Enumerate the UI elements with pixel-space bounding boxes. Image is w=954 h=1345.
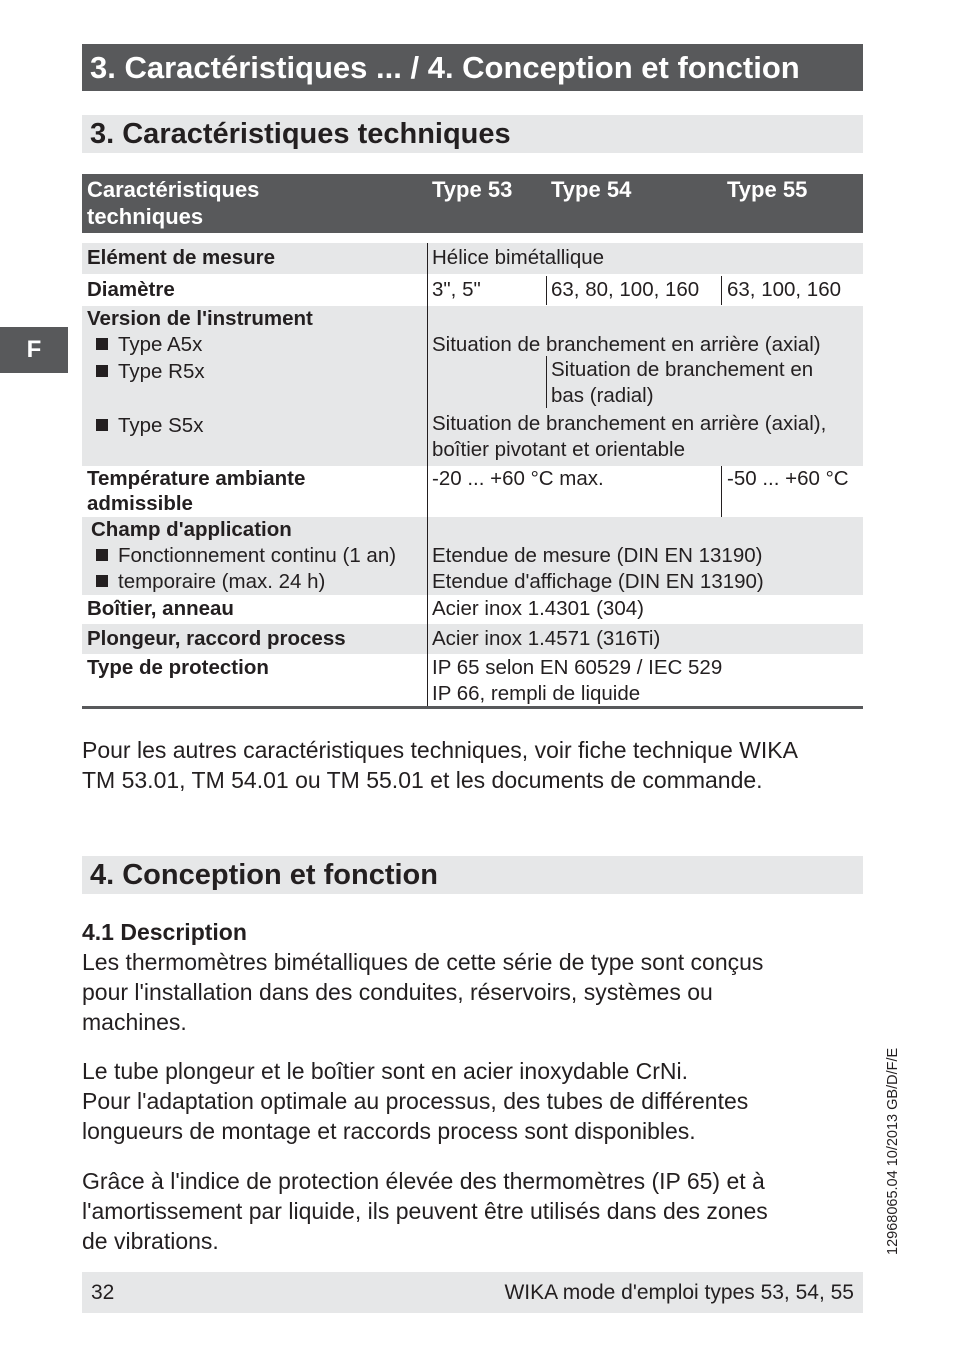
column-divider: [546, 356, 547, 408]
protection-value-line2: IP 66, rempli de liquide: [432, 682, 641, 705]
section-3-heading: 3. Caractéristiques techniques: [82, 115, 863, 153]
a5x-value: Situation de branchement en arrière (axial): [432, 333, 821, 356]
table-row: [82, 243, 863, 274]
temporary-label: temporaire (max. 24 h): [118, 570, 326, 593]
row-label: Boîtier, anneau: [87, 597, 234, 620]
s5x-value-line1: Situation de branchement en arrière (axial),: [432, 412, 827, 435]
row-label: Version de l'instrument: [87, 307, 313, 330]
row-value: Acier inox 1.4301 (304): [432, 597, 644, 620]
table-row: [82, 306, 863, 466]
description-paragraph-2: [82, 1056, 872, 1146]
row-label: Type de protection: [87, 656, 269, 679]
list-item: [96, 543, 396, 569]
text-line: de vibrations.: [82, 1228, 219, 1254]
square-bullet-icon: [96, 365, 108, 377]
diameter-type-53: 3", 5": [432, 278, 481, 301]
text-line: longueurs de montage et raccords process sont disponibles.: [82, 1118, 696, 1144]
list-item: [96, 569, 325, 595]
column-divider: [721, 276, 722, 305]
table-row: [82, 466, 863, 517]
row-value: Acier inox 1.4571 (316Ti): [432, 627, 661, 650]
r5x-value-line2: bas (radial): [551, 384, 654, 407]
table-row: [82, 624, 863, 654]
type-a5x-label: Type A5x: [118, 333, 203, 356]
row-label-line1: Température ambiante: [87, 467, 306, 490]
row-label-line2: admissible: [87, 492, 193, 515]
type-s5x-label: Type S5x: [118, 414, 204, 437]
column-divider: [546, 276, 547, 305]
text-line: Le tube plongeur et le boîtier sont en acier inoxydable CrNi.: [82, 1058, 689, 1084]
text-line: machines.: [82, 1009, 187, 1035]
text-line: Les thermomètres bimétalliques de cette série de type sont conçus: [82, 949, 764, 975]
page-number: 32: [91, 1281, 115, 1304]
square-bullet-icon: [96, 549, 108, 561]
note-line: TM 53.01, TM 54.01 ou TM 55.01 et les documents de commande.: [82, 767, 763, 793]
table-row: [82, 274, 863, 306]
diameter-type-54: 63, 80, 100, 160: [551, 278, 700, 301]
s5x-value-line2: boîtier pivotant et orientable: [432, 438, 685, 461]
diameter-type-55: 63, 100, 160: [727, 278, 841, 301]
description-paragraph-1: [82, 947, 872, 1037]
text-line: l'amortissement par liquide, ils peuvent être utilisés dans des zones: [82, 1198, 768, 1224]
footer-title: WIKA mode d'emploi types 53, 54, 55: [504, 1281, 854, 1304]
text-line: Grâce à l'indice de protection élevée des thermomètres (IP 65) et à: [82, 1168, 765, 1194]
row-label: Plongeur, raccord process: [87, 627, 346, 650]
protection-value-line1: IP 65 selon EN 60529 / IEC 529: [432, 656, 723, 679]
text-line: pour l'installation dans des conduites, réservoirs, systèmes ou: [82, 979, 713, 1005]
document-code: 12968065.04 10/2013 GB/D/F/E: [885, 1047, 901, 1255]
row-label: Elément de mesure: [87, 246, 275, 269]
section-4-heading: 4. Conception et fonction: [82, 856, 863, 894]
header-type-54: Type 54: [551, 177, 632, 202]
type-r5x-label: Type R5x: [118, 360, 205, 383]
header-type-53: Type 53: [432, 177, 513, 202]
temperature-type-55: -50 ... +60 °C: [727, 467, 849, 490]
row-value: Hélice bimétallique: [432, 246, 605, 269]
table-row: [82, 654, 863, 706]
continuous-label: Fonctionnement continu (1 an): [118, 544, 397, 567]
column-divider: [427, 243, 428, 706]
header-characteristics-line2: techniques: [87, 204, 204, 229]
language-tab: F: [0, 327, 68, 373]
square-bullet-icon: [96, 575, 108, 587]
table-row: [82, 517, 863, 595]
table-row: [82, 595, 863, 624]
temperature-type-53-54: -20 ... +60 °C max.: [432, 467, 604, 490]
list-item: [96, 359, 205, 385]
column-divider: [721, 466, 722, 517]
note-line: Pour les autres caractéristiques techniques, voir fiche technique WIKA: [82, 737, 798, 763]
text-line: Pour l'adaptation optimale au processus, des tubes de différentes: [82, 1088, 749, 1114]
temporary-value: Etendue d'affichage (DIN EN 13190): [432, 570, 764, 593]
subsection-heading: 4.1 Description: [82, 919, 247, 945]
list-item: [96, 332, 202, 358]
header-type-55: Type 55: [727, 177, 808, 202]
continuous-value: Etendue de mesure (DIN EN 13190): [432, 544, 763, 567]
square-bullet-icon: [96, 419, 108, 431]
row-label: Diamètre: [87, 278, 175, 301]
square-bullet-icon: [96, 338, 108, 350]
table-bottom-rule: [82, 706, 863, 709]
note-paragraph: [82, 735, 872, 795]
description-paragraph-3: [82, 1166, 872, 1256]
header-characteristics-line1: Caractéristiques: [87, 177, 260, 202]
table-header: [82, 174, 863, 233]
r5x-value-line1: Situation de branchement en: [551, 358, 814, 381]
list-item: [96, 413, 203, 439]
row-label: Champ d'application: [91, 518, 292, 541]
chapter-banner: 3. Caractéristiques ... / 4. Conception et fonction: [82, 44, 863, 91]
page-footer: [82, 1272, 863, 1313]
